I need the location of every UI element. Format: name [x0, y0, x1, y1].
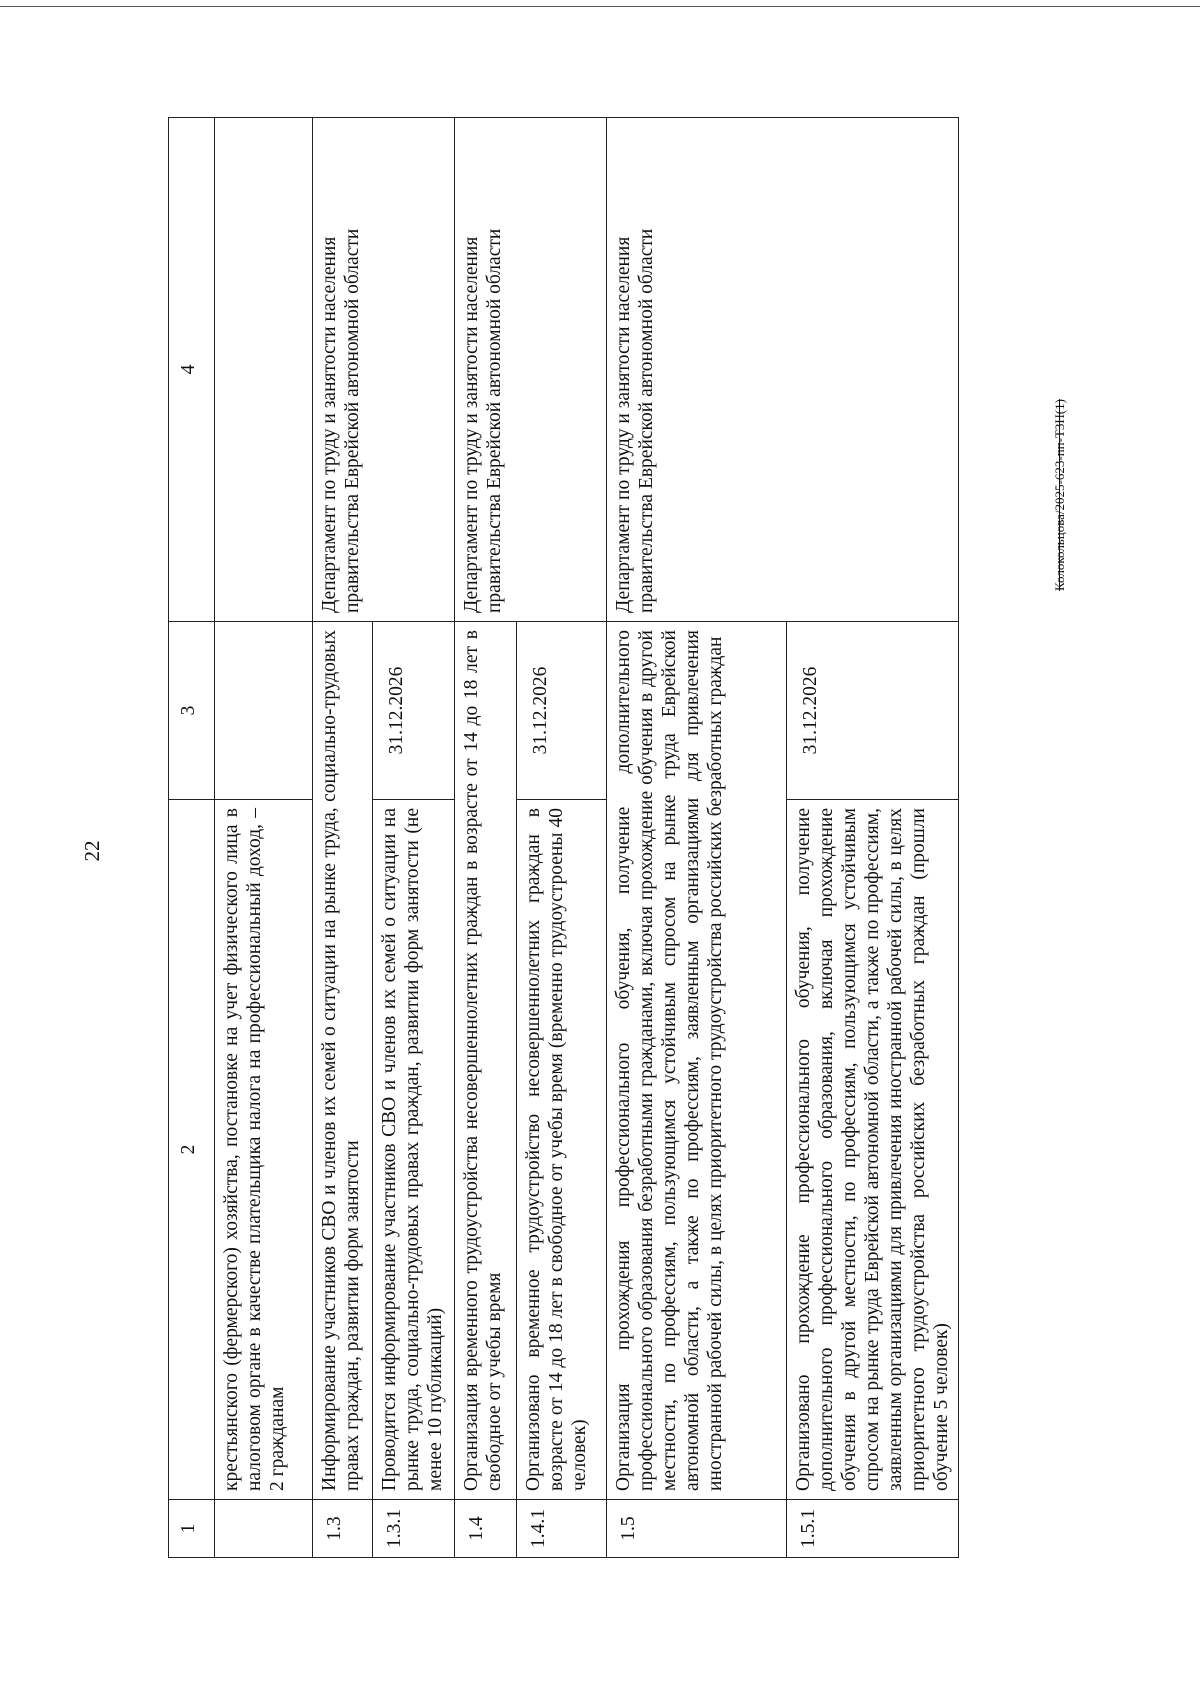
- deadline-date: 31.12.2026: [517, 622, 607, 800]
- row-number: 1.5: [607, 1500, 787, 1558]
- col-header-4: 4: [169, 118, 215, 622]
- header-row: [169, 118, 215, 1558]
- table-row: [607, 118, 787, 1558]
- deadline-date: 31.12.2026: [373, 622, 455, 800]
- row-number: 1.3: [313, 1500, 373, 1558]
- deadline-date: 31.12.2026: [787, 622, 959, 800]
- row-number: 1.3.1: [373, 1500, 455, 1558]
- responsible-department: Департамент по труду и занятости населения правительства Еврейской автономной области: [607, 118, 959, 622]
- row-text: Организовано прохождение профессионального обучения, получение дополнительного профессионального образования, включая прохождение обучения в другой местности, по профессиям, пользующимся устойчивым спросом на рынке труда Еврейской автономной области, а также по профессиям, заявленным организациями для привлечения иностранной рабочей силы, в целях приоритетного трудоустройства российских безработных граждан (прошли обучение 5 человек): [787, 800, 959, 1500]
- top-border-line: [0, 6, 1200, 7]
- col-header-1: 1: [169, 1500, 215, 1558]
- table-row: [455, 118, 517, 1558]
- row-number: 1.5.1: [787, 1500, 959, 1558]
- document-code: Колокольцова/2025-623-пп-Т3Н(1): [1052, 399, 1067, 591]
- responsible-department: Департамент по труду и занятости населения правительства Еврейской автономной области: [313, 118, 455, 622]
- row-number: 1.4: [455, 1500, 517, 1558]
- plan-table: [168, 117, 959, 1558]
- continuation-text: крестьянского (фермерского) хозяйства, постановке на учет физического лица в налоговом органе в качестве плательщика налога на профессиональный доход, – 2 гражданам: [215, 800, 313, 1500]
- row-title: Организация прохождения профессионального обучения, получение дополнительного профессионального образования безработными гражданами, включая прохождение обучения в другой местности, по профессиям, пользующимся устойчивым спросом на рынке труда Еврейской автономной области, а также по профессиям, заявленным организациями для привлечения иностранной рабочей силы, в целях приоритетного трудоустройства российских безработных граждан: [607, 622, 787, 1500]
- row-title: Информирование участников СВО и членов их семей о ситуации на рынке труда, социально-трудовых правах граждан, развитии форм занятости: [313, 622, 373, 1500]
- row-title: Организация временного трудоустройства несовершеннолетних граждан в возрасте от 14 до 18 лет в свободное от учебы время: [455, 622, 517, 1500]
- page-number: 22: [80, 840, 104, 862]
- row-text: Организовано временное трудоустройство несовершеннолетних граждан в возрасте от 14 до 18 лет в свободное от учебы время (временно трудоустроены 40 человек): [517, 800, 607, 1500]
- rotated-table-container: [168, 118, 1128, 1558]
- row-number: 1.4.1: [517, 1500, 607, 1558]
- col-header-2: 2: [169, 800, 215, 1500]
- table-row: [313, 118, 373, 1558]
- responsible-department: Департамент по труду и занятости населения правительства Еврейской автономной области: [455, 118, 607, 622]
- col-header-3: 3: [169, 622, 215, 800]
- row-text: Проводится информирование участников СВО и членов их семей о ситуации на рынке труда, социально-трудовых правах граждан, развитии форм занятости (не менее 10 публикаций): [373, 800, 455, 1500]
- table-row: [215, 118, 313, 1558]
